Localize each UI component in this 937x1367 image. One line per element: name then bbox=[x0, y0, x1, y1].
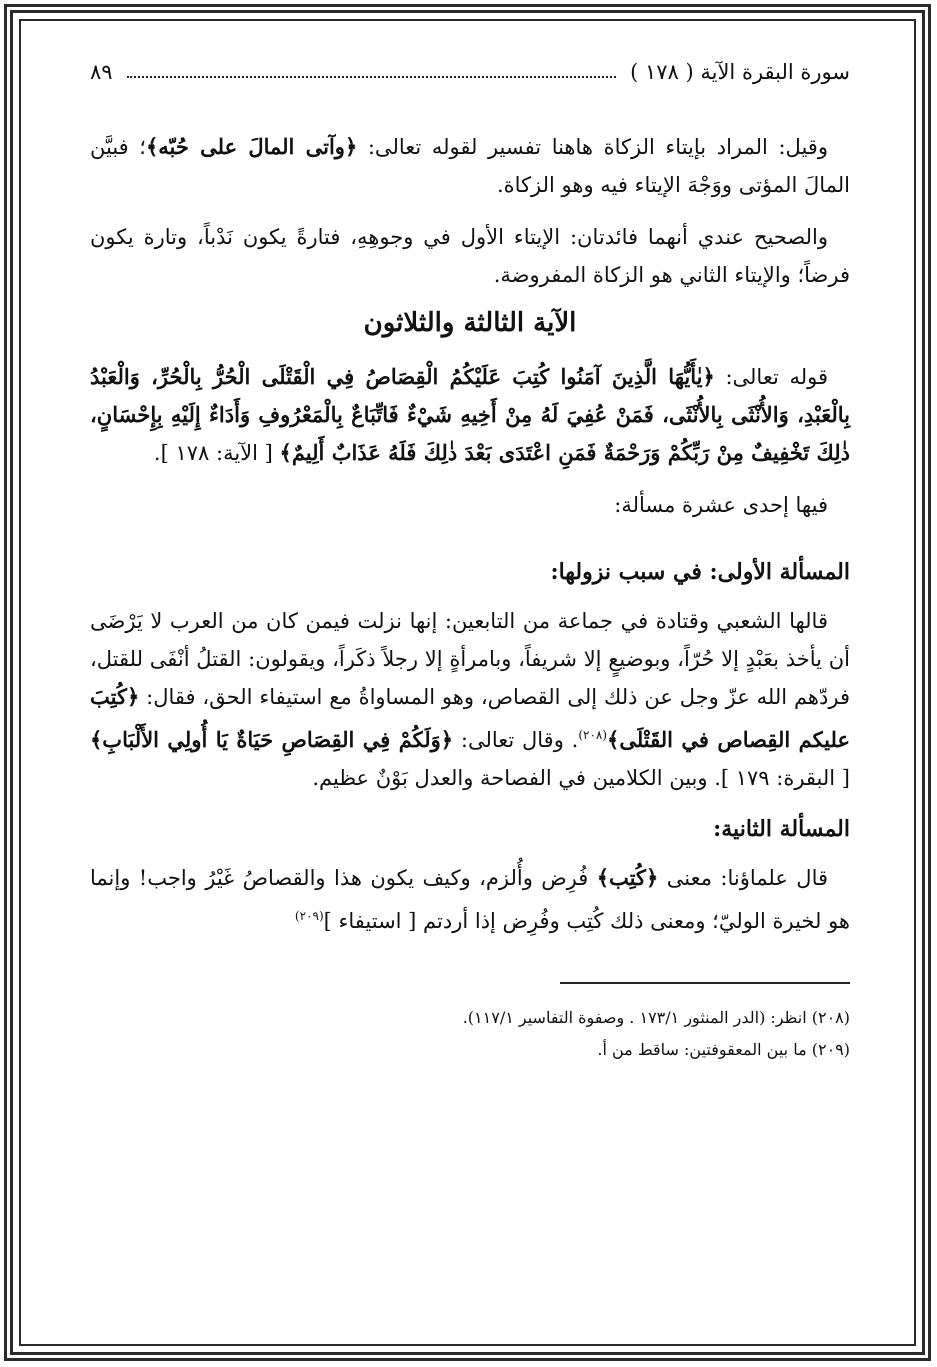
page-content bbox=[90, 60, 850, 1066]
quran-quote: ﴿كُتِبَ عليكم القِصاص في القَتْلَى﴾ bbox=[90, 684, 850, 752]
footnote-209: (٢٠٩) ما بين المعقوفتين: ساقط من أ. bbox=[597, 1040, 850, 1059]
quran-verse: ﴿يٰأَيُّهَا الَّذِينَ آمَنُوا كُتِبَ عَلَيْكُمُ الْقِصَاصُ فِي الْقَتْلَى الْحُرُّ بِالْحُرِّ، وَالْعَبْدُ بِالْعَبْدِ، وَالأُنْثَى بِالأُنْثَى، فَمَنْ عُفِيَ لَهُ مِنْ أَخِيهِ شَيْءٌ فَاتِّبَاعٌ بِالْمَعْرُوفِ وَأَدَاءٌ إِلَيْهِ بِإِحْسَانٍ، ذٰلِكَ تَخْفِيفٌ مِنْ رَبِّكُمْ وَرَحْمَةٌ فَمَنِ اعْتَدَى بَعْدَ ذٰلِكَ فَلَهُ عَذَابٌ أَلِيمٌ﴾ bbox=[90, 364, 850, 465]
page-number: ٨٩ bbox=[90, 60, 113, 84]
paragraph-revelation-cause bbox=[90, 602, 850, 797]
footnote-separator bbox=[560, 982, 850, 984]
para6-text-a: قال علماؤنا: معنى bbox=[658, 866, 829, 890]
issue-one-heading: المسألة الأولى: في سبب نزولها: bbox=[550, 559, 850, 585]
issue-two-heading: المسألة الثانية: bbox=[713, 816, 850, 842]
paragraph-issues-count: فيها إحدى عشرة مسألة: bbox=[614, 493, 828, 517]
footnote-ref-209: (٢٠٩) bbox=[294, 909, 324, 923]
running-title: سورة البقرة الآية ( ١٧٨ ) bbox=[630, 60, 850, 84]
section-heading: الآية الثالثة والثلاثون bbox=[363, 308, 577, 338]
quran-quote: ﴿كُتِب﴾ bbox=[596, 865, 659, 890]
quran-quote: ﴿وَلَكُمْ فِي القِصَاصِ حَيَاةٌ يَا أُولِي الأَلْبَابِ﴾ bbox=[90, 727, 454, 752]
para5-text-b: . وقال تعالى: bbox=[453, 728, 579, 752]
footnote-ref-208: (٢٠٨) bbox=[578, 728, 608, 742]
para5-text-a: قالها الشعبي وقتادة في جماعة من التابعين: إنها نزلت فيمن كان من العرب لا يَرْضَى أن يأخذ بعَبْدٍ إلا حُرّاً، وبوضيعٍ إلا شريفاً، وبامرأةٍ إلا رجلاً ذكَراً، ويقولون: القتلُ أنْفَى للقتل، فردّهم الله عزّ وجل عن ذلك إلى القصاص، وهو المساواةُ مع استيفاء الحق، فقال: bbox=[90, 609, 850, 709]
header-dot-leader bbox=[127, 75, 617, 78]
running-header bbox=[90, 60, 850, 84]
para6-text-b: فُرِض وأُلزم، وكيف يكون هذا والقصاصُ غَيْرُ واجب! وإنما هو لخيرة الوليّ؛ ومعنى ذلك كُتِب وفُرِض إذا أردتم [ استيفاء ] bbox=[90, 866, 850, 933]
para3-text-a: قوله تعالى: bbox=[714, 365, 829, 389]
paragraph-kutiba-meaning bbox=[90, 859, 850, 940]
paragraph-two-benefits: والصحيح عندي أنهما فائدتان: الإيتاء الأول في وجوهِهِ، فتارةً يكون نَدْباً، وتارة يكون فرضاً؛ والإيتاء الثاني هو الزكاة المفروضة. bbox=[90, 225, 850, 287]
para5-text-c: [ البقرة: ١٧٩ ]. وبين الكلامين في الفصاحة والعدل بَوْنٌ عظيم. bbox=[312, 766, 850, 790]
para1-text-b: ؛ فبيَّن المالَ المؤتى ووَجْهَ الإيتاء فيه وهو الزكاة. bbox=[90, 135, 850, 197]
paragraph-zakat-tafsir bbox=[90, 128, 850, 204]
paragraph-verse-178 bbox=[90, 358, 850, 472]
footnote-208: (٢٠٨) انظر: (الدر المنثور ١٧٣/١ . وصفوة التفاسير ١١٧/١). bbox=[462, 1008, 850, 1027]
verse-reference: [ الآية: ١٧٨ ]. bbox=[153, 441, 280, 465]
para1-text-a: وقيل: المراد بإيتاء الزكاة هاهنا تفسير لقوله تعالى: bbox=[357, 135, 828, 159]
quran-quote: ﴿وآتى المالَ على حُبّه﴾ bbox=[145, 134, 358, 159]
